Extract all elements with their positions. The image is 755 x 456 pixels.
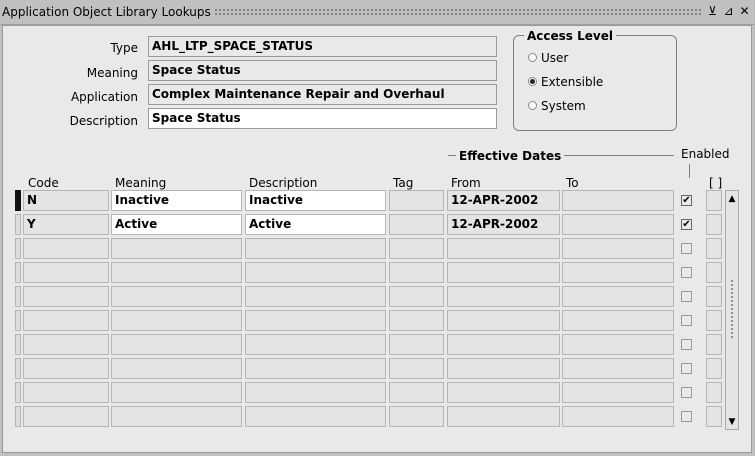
application-field[interactable]: Complex Maintenance Repair and Overhaul bbox=[148, 84, 497, 105]
col-code: Code bbox=[28, 176, 59, 190]
row-indicator[interactable] bbox=[15, 238, 21, 259]
user-radio[interactable] bbox=[528, 53, 537, 62]
cell-from[interactable] bbox=[447, 286, 560, 307]
row-indicator[interactable] bbox=[15, 286, 21, 307]
enabled-checkbox[interactable]: ✔ bbox=[682, 195, 691, 206]
cell-from[interactable]: 12-APR-2002 bbox=[447, 214, 560, 235]
cell-to[interactable] bbox=[562, 310, 674, 331]
col-from: From bbox=[451, 176, 481, 190]
cell-description[interactable] bbox=[245, 286, 386, 307]
meaning-label: Meaning bbox=[86, 66, 138, 80]
cell-tag[interactable] bbox=[389, 286, 444, 307]
cell-tag[interactable] bbox=[389, 358, 444, 379]
cell-description[interactable] bbox=[245, 382, 386, 403]
row-indicator[interactable] bbox=[15, 334, 21, 355]
col-meaning: Meaning bbox=[115, 176, 167, 190]
user-radio-label[interactable]: User bbox=[541, 51, 569, 65]
cell-meaning[interactable] bbox=[111, 238, 242, 259]
title-bar[interactable] bbox=[0, 0, 755, 25]
enabled-checkbox[interactable] bbox=[681, 339, 692, 350]
cell-to[interactable] bbox=[562, 358, 674, 379]
cell-to[interactable] bbox=[562, 286, 674, 307]
row-indicator[interactable] bbox=[15, 310, 21, 331]
access-level-title: Access Level bbox=[524, 29, 616, 43]
cell-code[interactable] bbox=[23, 310, 109, 331]
cell-code[interactable] bbox=[23, 238, 109, 259]
cell-to[interactable] bbox=[562, 214, 674, 235]
extensible-radio[interactable] bbox=[528, 77, 537, 86]
cell-description[interactable]: Inactive bbox=[245, 190, 386, 211]
row-folder-cell[interactable] bbox=[706, 358, 722, 379]
row-folder-cell[interactable] bbox=[706, 190, 722, 211]
type-field[interactable]: AHL_LTP_SPACE_STATUS bbox=[148, 36, 497, 57]
cell-tag[interactable] bbox=[389, 238, 444, 259]
row-indicator[interactable] bbox=[15, 358, 21, 379]
row-folder-cell[interactable] bbox=[706, 382, 722, 403]
description-field[interactable]: Space Status bbox=[148, 108, 497, 129]
cell-meaning[interactable] bbox=[111, 382, 242, 403]
cell-code[interactable] bbox=[23, 334, 109, 355]
cell-code[interactable]: N bbox=[23, 190, 109, 211]
cell-to[interactable] bbox=[562, 262, 674, 283]
enabled-checkbox[interactable] bbox=[681, 387, 692, 398]
vertical-scrollbar[interactable] bbox=[725, 190, 739, 430]
row-indicator[interactable] bbox=[15, 382, 21, 403]
cell-description[interactable] bbox=[245, 262, 386, 283]
cell-to[interactable] bbox=[562, 406, 674, 427]
cell-description[interactable] bbox=[245, 310, 386, 331]
cell-description[interactable] bbox=[245, 238, 386, 259]
cell-from[interactable] bbox=[447, 310, 560, 331]
cell-meaning[interactable] bbox=[111, 406, 242, 427]
row-indicator[interactable] bbox=[15, 214, 21, 235]
application-label: Application bbox=[70, 90, 138, 104]
cell-to[interactable] bbox=[562, 334, 674, 355]
cell-meaning[interactable] bbox=[111, 310, 242, 331]
enabled-tick bbox=[689, 164, 690, 178]
scroll-down-icon[interactable]: ▼ bbox=[728, 417, 736, 427]
scroll-up-icon[interactable]: ▲ bbox=[728, 194, 736, 204]
cell-description[interactable] bbox=[245, 358, 386, 379]
cell-from[interactable] bbox=[447, 262, 560, 283]
cell-meaning[interactable]: Active bbox=[111, 214, 242, 235]
cell-tag[interactable] bbox=[389, 214, 444, 235]
cell-description[interactable] bbox=[245, 334, 386, 355]
row-folder-cell[interactable] bbox=[706, 262, 722, 283]
cell-meaning[interactable]: Inactive bbox=[111, 190, 242, 211]
cell-tag[interactable] bbox=[389, 262, 444, 283]
cell-tag[interactable] bbox=[389, 334, 444, 355]
cell-tag[interactable] bbox=[389, 190, 444, 211]
extensible-radio-label[interactable]: Extensible bbox=[541, 75, 604, 89]
close-icon[interactable]: ✕ bbox=[739, 4, 750, 18]
cell-code[interactable] bbox=[23, 262, 109, 283]
cell-to[interactable] bbox=[562, 238, 674, 259]
cell-from[interactable] bbox=[447, 334, 560, 355]
col-folder[interactable]: [ ] bbox=[709, 176, 723, 190]
system-radio-label[interactable]: System bbox=[541, 99, 586, 113]
description-label: Description bbox=[69, 114, 138, 128]
cell-code[interactable] bbox=[23, 358, 109, 379]
cell-meaning[interactable] bbox=[111, 358, 242, 379]
cell-tag[interactable] bbox=[389, 310, 444, 331]
enabled-checkbox[interactable]: ✔ bbox=[682, 219, 691, 230]
col-description: Description bbox=[249, 176, 318, 190]
enabled-label: Enabled bbox=[681, 147, 730, 161]
cell-code[interactable]: Y bbox=[23, 214, 109, 235]
cell-meaning[interactable] bbox=[111, 262, 242, 283]
row-folder-cell[interactable] bbox=[706, 310, 722, 331]
cell-code[interactable] bbox=[23, 382, 109, 403]
window-title: Application Object Library Lookups bbox=[2, 5, 215, 19]
cell-code[interactable] bbox=[23, 286, 109, 307]
row-indicator[interactable] bbox=[15, 406, 21, 427]
cell-from[interactable]: 12-APR-2002 bbox=[447, 190, 560, 211]
row-folder-cell[interactable] bbox=[706, 214, 722, 235]
row-folder-cell[interactable] bbox=[706, 286, 722, 307]
minimize-icon[interactable]: ⊻ bbox=[708, 4, 717, 18]
cell-description[interactable] bbox=[245, 406, 386, 427]
enabled-checkbox[interactable] bbox=[681, 291, 692, 302]
system-radio[interactable] bbox=[528, 101, 537, 110]
enabled-checkbox[interactable] bbox=[681, 243, 692, 254]
meaning-field[interactable]: Space Status bbox=[148, 60, 497, 81]
cell-tag[interactable] bbox=[389, 382, 444, 403]
col-tag: Tag bbox=[393, 176, 414, 190]
cell-code[interactable] bbox=[23, 406, 109, 427]
cell-description[interactable]: Active bbox=[245, 214, 386, 235]
cell-from[interactable] bbox=[447, 382, 560, 403]
row-folder-cell[interactable] bbox=[706, 238, 722, 259]
enabled-checkbox[interactable] bbox=[681, 411, 692, 422]
effective-dates-label: Effective Dates bbox=[456, 149, 564, 163]
enabled-checkbox[interactable] bbox=[681, 363, 692, 374]
cell-from[interactable] bbox=[447, 358, 560, 379]
restore-icon[interactable]: ⊿ bbox=[723, 4, 734, 18]
scroll-thumb[interactable] bbox=[730, 279, 734, 339]
cell-meaning[interactable] bbox=[111, 334, 242, 355]
row-indicator[interactable] bbox=[15, 190, 21, 211]
row-folder-cell[interactable] bbox=[706, 406, 722, 427]
enabled-checkbox[interactable] bbox=[681, 315, 692, 326]
cell-to[interactable] bbox=[562, 190, 674, 211]
cell-from[interactable] bbox=[447, 406, 560, 427]
title-bar-pattern bbox=[214, 8, 702, 17]
enabled-checkbox[interactable] bbox=[681, 267, 692, 278]
col-to: To bbox=[566, 176, 579, 190]
type-label: Type bbox=[110, 41, 138, 55]
row-indicator[interactable] bbox=[15, 262, 21, 283]
cell-to[interactable] bbox=[562, 382, 674, 403]
cell-tag[interactable] bbox=[389, 406, 444, 427]
row-folder-cell[interactable] bbox=[706, 334, 722, 355]
cell-meaning[interactable] bbox=[111, 286, 242, 307]
cell-from[interactable] bbox=[447, 238, 560, 259]
